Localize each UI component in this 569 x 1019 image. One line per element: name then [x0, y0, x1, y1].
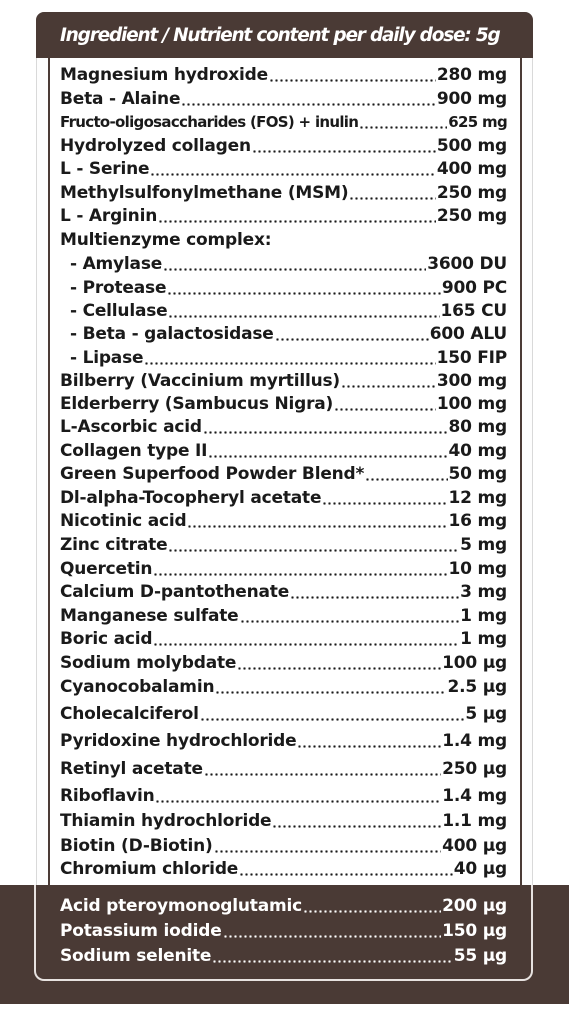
table-row [60, 440, 507, 462]
table-row [60, 111, 507, 133]
ingredient-amount: 16 mg [448, 511, 507, 531]
dot-leader [341, 384, 436, 389]
ingredient-amount: 165 CU [440, 301, 507, 321]
ingredient-amount: 150 FIP [436, 348, 507, 368]
dot-leader [349, 196, 435, 201]
dot-leader [150, 172, 436, 177]
table-row [60, 810, 507, 832]
dot-leader [153, 642, 459, 647]
dot-leader [212, 959, 452, 964]
ingredient-name: L-Ascorbic acid [60, 417, 202, 437]
dot-leader [158, 219, 436, 224]
dot-leader [290, 595, 459, 600]
ingredient-amount: 600 ALU [429, 324, 507, 344]
ingredient-name: Riboflavin [60, 786, 155, 806]
dot-leader [168, 548, 459, 553]
dot-leader [144, 361, 435, 366]
dot-leader [203, 430, 448, 435]
ingredient-name: Cholecalciferol [60, 704, 199, 724]
table-row [60, 277, 507, 299]
ingredient-amount: 10 mg [448, 559, 507, 579]
ingredient-name: - Lipase [70, 348, 144, 368]
ingredient-amount: 1 mg [460, 606, 507, 626]
ingredient-name: Boric acid [60, 629, 153, 649]
ingredient-amount: 5 µg [465, 704, 507, 724]
ingredient-name: Nicotinic acid [60, 511, 187, 531]
dot-leader [200, 717, 465, 722]
ingredient-amount: 50 mg [448, 464, 507, 484]
ingredient-amount: 200 µg [442, 896, 507, 916]
table-row [60, 300, 507, 322]
ingredient-amount: 500 mg [436, 136, 507, 156]
table-row [60, 347, 507, 369]
ingredient-amount: 900 mg [436, 89, 507, 109]
dot-leader [208, 454, 447, 459]
header-title: Ingredient / Nutrient content per daily dose: 5g [60, 24, 500, 46]
table-row [60, 558, 507, 580]
ingredient-name: Fructo-oligosaccharides (FOS) + inulin [60, 113, 359, 131]
dot-leader [297, 744, 441, 749]
ingredient-amount: 400 mg [436, 159, 507, 179]
ingredient-amount: 3 mg [460, 582, 507, 602]
ingredient-amount: 250 mg [436, 183, 507, 203]
ingredient-name: Elderberry (Sambucus Nigra) [60, 394, 334, 414]
ingredient-name: Bilberry (Vaccinium myrtillus) [60, 371, 340, 391]
ingredient-amount: 3600 DU [427, 254, 507, 274]
ingredient-name: Magnesium hydroxide [60, 65, 268, 85]
table-row [60, 676, 507, 698]
table-row [60, 253, 507, 275]
ingredient-name: Multienzyme complex: [60, 230, 272, 250]
ingredient-name: Cyanocobalamin [60, 677, 215, 697]
ingredient-amount: 400 µg [442, 836, 507, 856]
dot-leader [269, 78, 436, 83]
ingredient-name: Beta - Alaine [60, 89, 181, 109]
ingredient-name: Thiamin hydrochloride [60, 811, 272, 831]
table-row [60, 858, 507, 880]
table-row [60, 463, 507, 485]
table-row [60, 64, 507, 86]
table-row [60, 758, 507, 780]
dot-leader [214, 849, 442, 854]
ingredient-name: Calcium D-pantothenate [60, 582, 290, 602]
ingredient-name: Zinc citrate [60, 535, 168, 555]
ingredient-name: Manganese sulfate [60, 606, 239, 626]
ingredient-name: Biotin (D-Biotin) [60, 836, 213, 856]
ingredient-name: - Protease [70, 278, 167, 298]
ingredient-name: L - Serine [60, 159, 150, 179]
table-row [60, 534, 507, 556]
ingredient-name: - Cellulase [70, 301, 168, 321]
ingredient-name: Retinyl acetate [60, 759, 203, 779]
dot-leader [167, 291, 441, 296]
table-row [60, 158, 507, 180]
ingredient-name: Hydrolyzed collagen [60, 136, 251, 156]
dot-leader [163, 267, 426, 272]
ingredient-amount: 80 mg [448, 417, 507, 437]
dot-leader [359, 125, 447, 130]
table-row [60, 487, 507, 509]
table-row [60, 835, 507, 857]
ingredient-amount: 5 mg [460, 535, 507, 555]
ingredient-amount: 150 µg [442, 921, 507, 941]
dot-leader [272, 824, 441, 829]
ingredient-name: Methylsulfonylmethane (MSM) [60, 183, 349, 203]
ingredient-name: Pyridoxine hydrochloride [60, 731, 297, 751]
ingredient-name: - Beta - galactosidase [70, 324, 274, 344]
table-row [60, 393, 507, 415]
dot-leader [168, 314, 439, 319]
table-row [60, 510, 507, 532]
dot-leader [365, 477, 447, 482]
table-row [60, 730, 507, 752]
dot-leader [237, 666, 441, 671]
table-row [60, 323, 507, 345]
table-row [60, 895, 507, 917]
ingredient-name: Sodium molybdate [60, 653, 237, 673]
table-row [60, 785, 507, 807]
ingredient-amount: 100 mg [436, 394, 507, 414]
table-row [60, 703, 507, 725]
table-row [60, 370, 507, 392]
ingredient-name: Acid pteroymonoglutamic [60, 896, 303, 916]
ingredient-amount: 1.4 mg [442, 786, 507, 806]
ingredient-amount: 2.5 µg [447, 677, 507, 697]
table-row [60, 182, 507, 204]
ingredient-amount: 900 PC [441, 278, 507, 298]
ingredient-amount: 250 µg [442, 759, 507, 779]
table-header [36, 12, 533, 58]
ingredient-name: Quercetin [60, 559, 153, 579]
table-row [60, 945, 507, 967]
dot-leader [240, 619, 460, 624]
ingredient-name: L - Arginin [60, 206, 158, 226]
ingredient-name: Green Superfood Powder Blend* [60, 464, 365, 484]
dot-leader [322, 501, 447, 506]
table-row [60, 205, 507, 227]
ingredient-amount: 55 µg [453, 946, 507, 966]
table-row [60, 920, 507, 942]
dot-leader [334, 407, 436, 412]
ingredient-name: Collagen type II [60, 441, 208, 461]
dot-leader [181, 102, 436, 107]
ingredient-amount: 40 mg [448, 441, 507, 461]
table-row [60, 135, 507, 157]
ingredient-name: Chromium chloride [60, 859, 239, 879]
table-row [60, 652, 507, 674]
ingredient-amount: 250 mg [436, 206, 507, 226]
ingredient-amount: 1 mg [460, 629, 507, 649]
table-row [60, 229, 507, 251]
ingredient-amount: 100 µg [442, 653, 507, 673]
ingredient-amount: 280 mg [436, 65, 507, 85]
dot-leader [187, 524, 447, 529]
ingredient-amount: 12 mg [448, 488, 507, 508]
table-row [60, 581, 507, 603]
ingredient-name: Sodium selenite [60, 946, 212, 966]
ingredient-amount: 1.4 mg [442, 731, 507, 751]
ingredient-name: Dl-alpha-Tocopheryl acetate [60, 488, 322, 508]
dot-leader [223, 934, 442, 939]
dot-leader [204, 772, 441, 777]
dot-leader [252, 149, 436, 154]
table-row [60, 416, 507, 438]
ingredient-name: Potassium iodide [60, 921, 222, 941]
ingredient-amount: 40 µg [453, 859, 507, 879]
dot-leader [275, 337, 429, 342]
table-row [60, 605, 507, 627]
ingredient-amount: 300 mg [436, 371, 507, 391]
ingredient-name: - Amylase [70, 254, 163, 274]
dot-leader [303, 909, 441, 914]
ingredient-amount: 1.1 mg [442, 811, 507, 831]
dot-leader [155, 799, 441, 804]
table-row [60, 88, 507, 110]
dot-leader [153, 572, 447, 577]
dot-leader [215, 690, 446, 695]
table-row [60, 628, 507, 650]
dot-leader [239, 872, 453, 877]
ingredient-amount: 625 mg [448, 113, 507, 131]
